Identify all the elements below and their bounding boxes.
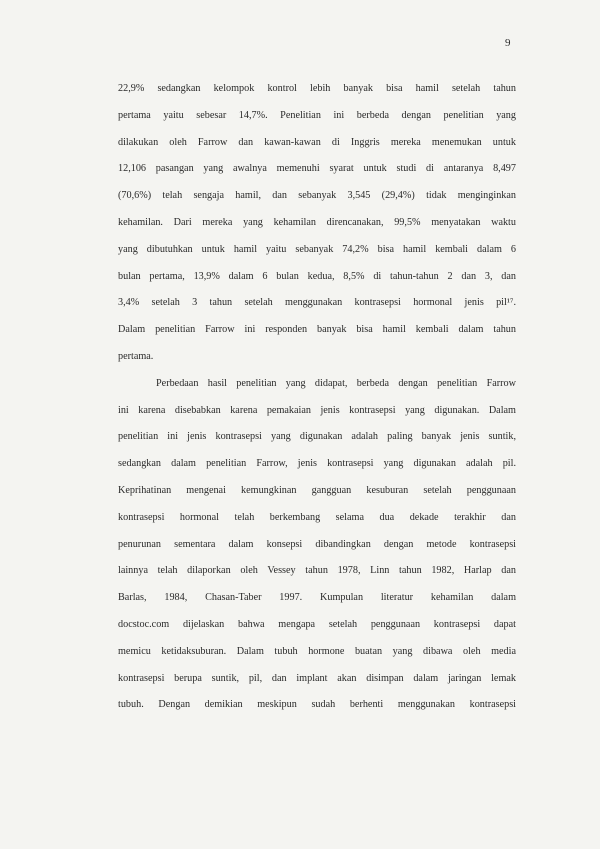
text-line: yang dibutuhkan untuk hamil yaitu sebanyak 74,2% bisa hamil kembali dalam 6 bbox=[118, 243, 516, 255]
text-line: pertama yaitu sebesar 14,7%. Penelitian ini berbeda dengan penelitian yang bbox=[118, 109, 516, 121]
text-line: tubuh. Dengan demikian meskipun sudah berhenti menggunakan kontrasepsi bbox=[118, 699, 516, 711]
text-line: penurunan sementara dalam konsepsi dibandingkan dengan metode kontrasepsi bbox=[118, 538, 516, 550]
text-line: kehamilan. Dari mereka yang kehamilan direncanakan, 99,5% menyatakan waktu bbox=[118, 216, 516, 228]
text-line: Perbedaan hasil penelitian yang didapat, berbeda dengan penelitian Farrow bbox=[156, 377, 516, 389]
text-line: Keprihatinan mengenai kemungkinan gangguan kesuburan setelah penggunaan bbox=[118, 484, 516, 496]
page-number: 9 bbox=[505, 37, 511, 49]
text-line: docstoc.com dijelaskan bahwa mengapa setelah penggunaan kontrasepsi dapat bbox=[118, 618, 516, 630]
text-line: Barlas, 1984, Chasan-Taber 1997. Kumpulan literatur kehamilan dalam bbox=[118, 592, 516, 604]
paragraph-2 bbox=[118, 371, 516, 719]
text-line: (70,6%) telah sengaja hamil, dan sebanyak 3,545 (29,4%) tidak menginginkan bbox=[118, 190, 516, 202]
text-line: sedangkan dalam penelitian Farrow, jenis kontrasepsi yang digunakan adalah pil. bbox=[118, 458, 516, 470]
text-line: pertama. bbox=[118, 350, 154, 362]
text-line: memicu ketidaksuburan. Dalam tubuh hormone buatan yang dibawa oleh media bbox=[118, 645, 516, 657]
text-line: kontrasepsi hormonal telah berkembang selama dua dekade terakhir dan bbox=[118, 511, 516, 523]
text-line: dilakukan oleh Farrow dan kawan-kawan di Inggris mereka menemukan untuk bbox=[118, 136, 516, 148]
paragraph-1 bbox=[118, 76, 516, 371]
text-line: ini karena disebabkan karena pemakaian jenis kontrasepsi yang digunakan. Dalam bbox=[118, 404, 516, 416]
body-text bbox=[118, 76, 516, 719]
text-line: penelitian ini jenis kontrasepsi yang digunakan adalah paling banyak jenis suntik, bbox=[118, 431, 516, 443]
text-line: Dalam penelitian Farrow ini responden banyak bisa hamil kembali dalam tahun bbox=[118, 324, 516, 336]
text-line: 3,4% setelah 3 tahun setelah menggunakan kontrasepsi hormonal jenis pil¹⁷. bbox=[118, 297, 516, 309]
text-line: kontrasepsi berupa suntik, pil, dan implant akan disimpan dalam jaringan lemak bbox=[118, 672, 516, 684]
text-line: 22,9% sedangkan kelompok kontrol lebih banyak bisa hamil setelah tahun bbox=[118, 83, 516, 94]
text-line: bulan pertama, 13,9% dalam 6 bulan kedua, 8,5% di tahun-tahun 2 dan 3, dan bbox=[118, 270, 516, 282]
text-line: lainnya telah dilaporkan oleh Vessey tahun 1978, Linn tahun 1982, Harlap dan bbox=[118, 565, 516, 577]
text-line: 12,106 pasangan yang awalnya memenuhi syarat untuk studi di antaranya 8,497 bbox=[118, 163, 516, 175]
